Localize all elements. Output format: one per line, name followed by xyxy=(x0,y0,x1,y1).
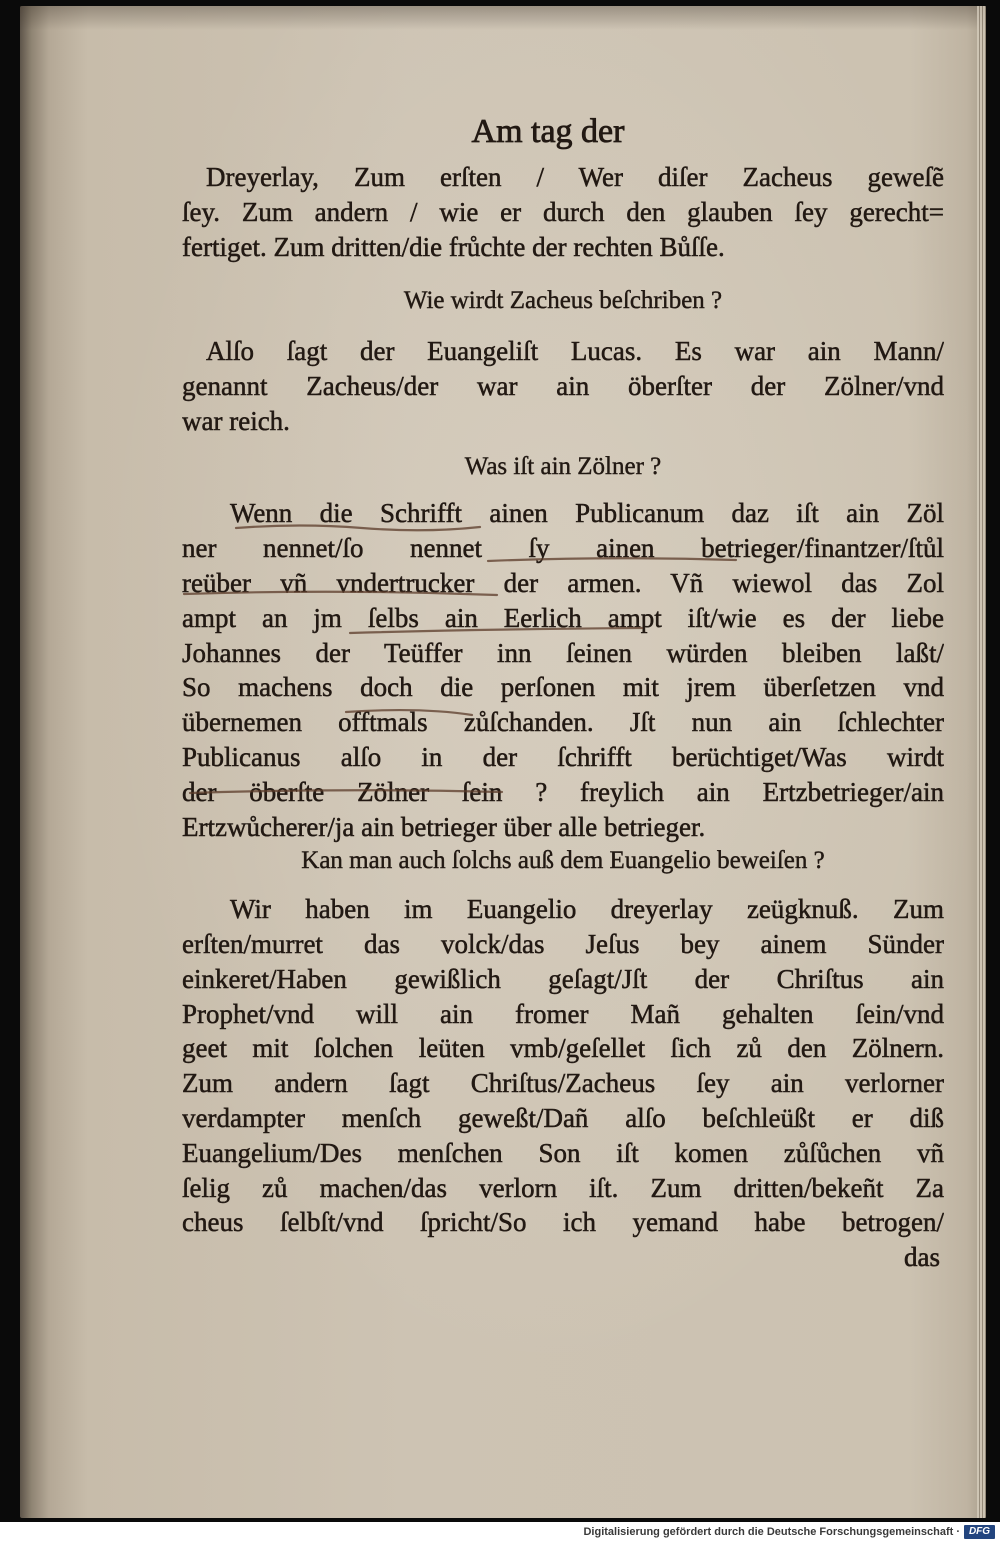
book-page xyxy=(20,6,986,1518)
page-edges xyxy=(977,6,986,1518)
text-line: ner nennet/ſo nennet ſy ainen betrieger/finantzer/ſtůl xyxy=(182,533,944,564)
digitization-footer xyxy=(0,1522,1000,1542)
text-line: reüber vñ vndertrucker der armen. Vñ wiewol das Zol xyxy=(182,567,944,598)
text-line: fertiget. Zum dritten/die frůchte der rechten Bůſſe. xyxy=(182,231,725,262)
text-line: geet mit ſolchen leüten vmb/geſellet ſich zů den Zölnern. xyxy=(182,1033,944,1064)
section-paragraph xyxy=(182,496,944,844)
text-line: der öberſte Zölner ſein ? freylich ain Ertzbetrieger/ain xyxy=(182,776,944,807)
intro-paragraph xyxy=(182,160,944,264)
text-line: cheus ſelbſt/vnd ſpricht/So ich yemand habe betrogen/ xyxy=(182,1207,944,1238)
section-heading: Kan man auch ſolchs auß dem Euangelio beweiſen ? xyxy=(301,847,825,875)
section-paragraph xyxy=(182,892,944,1275)
text-line: übernemen offtmals zůſchanden. Jſt nun ain ſchlechter xyxy=(182,707,944,738)
running-head: Am tag der xyxy=(471,113,625,150)
text-line: verdampter menſch geweßt/Dañ alſo beſchleüßt er diß xyxy=(182,1102,944,1133)
catchword: das xyxy=(904,1242,940,1273)
dfg-logo: DFG xyxy=(964,1525,995,1539)
text-line: So machens doch die perſonen mit jrem überſetzen vnd xyxy=(182,672,944,703)
text-line: ampt an jm ſelbs ain Eerlich ampt iſt/wie es der liebe xyxy=(182,602,944,633)
text-line: ſey. Zum andern / wie er durch den glauben ſey gerecht= xyxy=(182,196,944,227)
text-line: erſten/murret das volck/das Jeſus bey ainem Sünder xyxy=(182,928,944,959)
text-line: Ertzwůcherer/ja ain betrieger über alle betrieger. xyxy=(182,811,706,842)
text-line: einkeret/Haben gewißlich geſagt/Jſt der Chriſtus ain xyxy=(182,963,944,994)
section-heading: Wie wirdt Zacheus beſchriben ? xyxy=(403,287,723,315)
funding-credit: Digitalisierung gefördert durch die Deutsche Forschungsgemeinschaft · xyxy=(583,1526,960,1538)
text-line: ſelig zů machen/das verlorn iſt. Zum dritten/bekeñt Za xyxy=(182,1172,944,1203)
text-line: Johannes der Teüffer inn ſeinen würden bleiben laßt/ xyxy=(182,637,944,668)
text-line: Wenn die Schrifft ainen Publicanum daz iſt ain Zöl xyxy=(230,498,944,529)
text-line: Alſo ſagt der Euangeliſt Lucas. Es war ain Mann/ xyxy=(206,336,944,367)
text-block xyxy=(182,112,944,1275)
text-line: Publicanus alſo in der ſchrifft berüchtiget/Was wirdt xyxy=(182,741,944,772)
text-line: genannt Zacheus/der war ain öberſter der Zölner/vnd xyxy=(182,370,944,401)
section-paragraph xyxy=(182,334,944,438)
section-heading: Was iſt ain Zölner ? xyxy=(464,452,662,480)
text-line: war reich. xyxy=(182,405,290,436)
text-line: Dreyerlay, Zum erſten / Wer diſer Zacheus geweſẽ xyxy=(206,162,944,192)
text-line: Prophet/vnd will ain fromer Mañ gehalten ſein/vnd xyxy=(182,998,944,1029)
text-line: Zum andern ſagt Chriſtus/Zacheus ſey ain verlorner xyxy=(182,1068,944,1099)
page-shadow xyxy=(20,6,986,30)
text-line: Wir haben im Euangelio dreyerlay zeügknuß. Zum xyxy=(230,894,944,925)
text-line: Euangelium/Des menſchen Son iſt komen zůſůchen vñ xyxy=(182,1137,944,1168)
